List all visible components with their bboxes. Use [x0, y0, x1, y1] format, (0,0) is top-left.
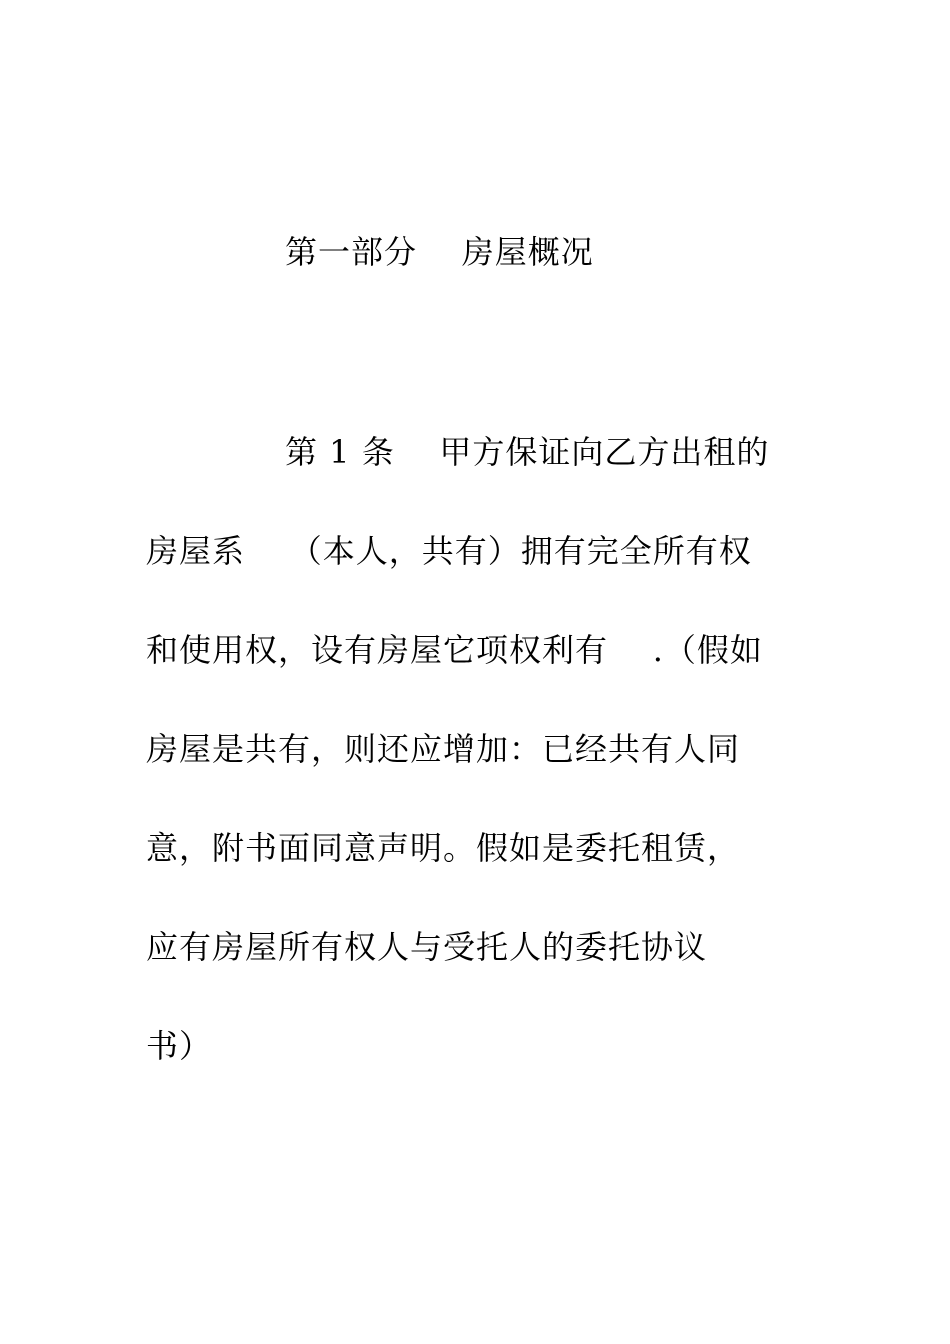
- article-1-line-2: 房屋系 （本人，共有）拥有完全所有权: [146, 532, 752, 570]
- article-1-line-1: 第 1 条 甲方保证向乙方出租的: [285, 433, 770, 471]
- article-1-line-3: 和使用权，设有房屋它项权利有 .（假如: [146, 631, 763, 669]
- article-1-line-6: 应有房屋所有权人与受托人的委托协议: [146, 928, 708, 966]
- section-heading: 第一部分 房屋概况: [285, 233, 594, 271]
- article-1-line-5: 意，附书面同意声明。假如是委托租赁，: [146, 829, 741, 867]
- article-1-line-4: 房屋是共有，则还应增加：已经共有人同: [146, 730, 741, 768]
- article-1-line-7: 书）: [146, 1027, 213, 1065]
